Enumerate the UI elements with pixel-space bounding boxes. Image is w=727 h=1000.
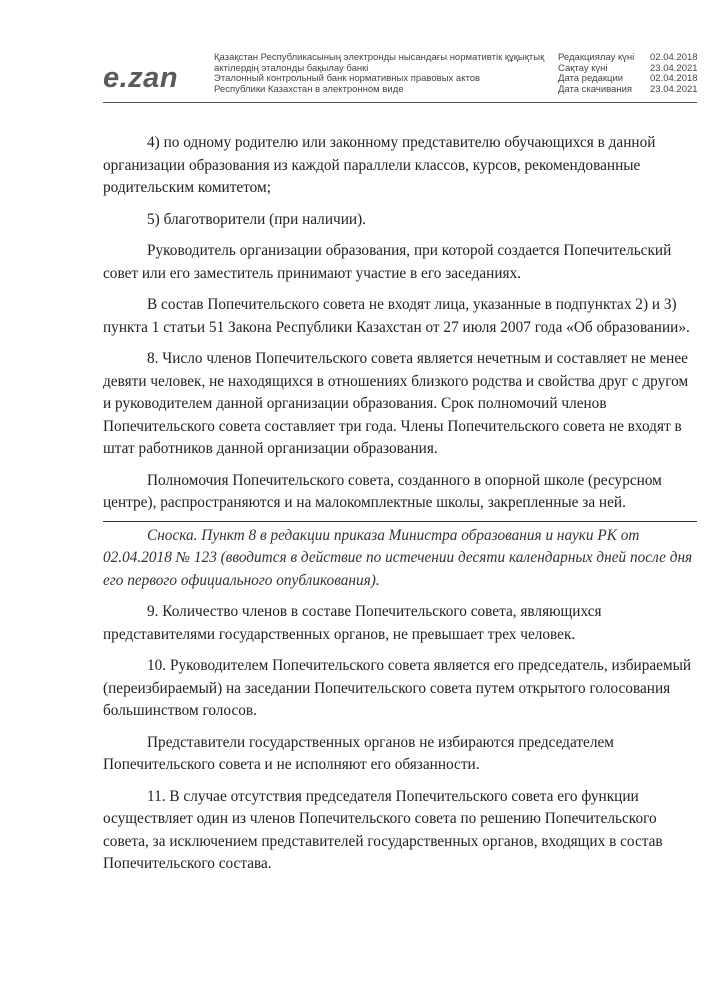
meta-value: 02.04.2018 — [650, 52, 698, 63]
document-header — [0, 0, 727, 105]
meta-label: Сақтау күні — [558, 62, 608, 74]
meta-row — [558, 53, 700, 64]
document-body — [103, 132, 697, 885]
paragraph: В состав Попечительского совета не входят лица, указанные в подпунктах 2) и 3) пункта 1 статьи 51 Закона Республики Казахстан от 27 июля 2007 года «Об образовании». — [103, 296, 690, 336]
paragraph: 4) по одному родителю или законному представителю обучающихся в данной организации образования из каждой параллели классов, курсов, рекомендованные родительским комитетом; — [103, 134, 656, 196]
meta-label: Дата скачивания — [558, 83, 633, 95]
paragraph: Представители государственных органов не избираются председателем Попечительского совета и не исполняют его обязанности. — [103, 733, 614, 773]
meta-label: Редакциялау күні — [558, 52, 635, 63]
paragraph: Руководитель организации образования, при которой создается Попечительский совет или его заместитель принимают участие в его заседаниях. — [103, 242, 672, 282]
paragraph: 11. В случае отсутствия председателя Попечительского совета его функции осуществляет один из членов Попечительского совета по решению Попечительского совета, за исключением представителей государственных органов, входящих в состав Попечительского состава. — [103, 787, 663, 872]
header-bank-title — [214, 53, 544, 95]
paragraph: 8. Число членов Попечительского совета является нечетным и составляет не менее девяти человек, не находящихся в отношениях близкого родства и свойства друг с другом и руководителем данной организации образования. Срок полномочий членов Попечительского совета составляет три года. Члены Попечительского совета не входят в штат работников данной организации образования. — [103, 350, 689, 457]
header-line: Республики Казахстан в электронном виде — [214, 83, 404, 95]
paragraph: Полномочия Попечительского совета, созданного в опорной школе (ресурсном центре), распространяются и на малокомплектные школы, закрепленные за ней. — [103, 471, 662, 511]
footnote-divider — [103, 521, 697, 522]
paragraph: 5) благотворители (при наличии). — [147, 210, 366, 228]
paragraph: 9. Количество членов в составе Попечительского совета, являющихся представителями государственных органов, не превышает трех человек. — [103, 603, 602, 643]
meta-value: 23.04.2021 — [650, 62, 698, 74]
meta-value: 02.04.2018 — [650, 73, 698, 85]
header-line: Эталонный контрольный банк нормативных правовых актов — [214, 73, 481, 85]
meta-label: Дата редакции — [558, 73, 624, 85]
footnote: Сноска. Пункт 8 в редакции приказа Министра образования и науки РК от 02.04.2018 № 123 (вводится в действие по истечении десяти календарных дней после дня его первого официального опубликования). — [103, 526, 693, 589]
meta-value: 23.04.2021 — [650, 83, 698, 95]
header-line: Қазақстан Республикасының электронды нысандағы нормативтік құқықтық — [214, 52, 545, 63]
meta-row — [558, 85, 700, 96]
header-divider — [103, 102, 697, 103]
paragraph: 10. Руководителем Попечительского совета является его председатель, избираемый (переизбираемый) на заседании Попечительского совета путем открытого голосования большинством голосов. — [103, 657, 692, 719]
header-dates — [558, 53, 700, 95]
ezan-logo: e.zan — [103, 62, 179, 94]
header-line: актілердің эталонды бақылау банкі — [214, 62, 369, 74]
